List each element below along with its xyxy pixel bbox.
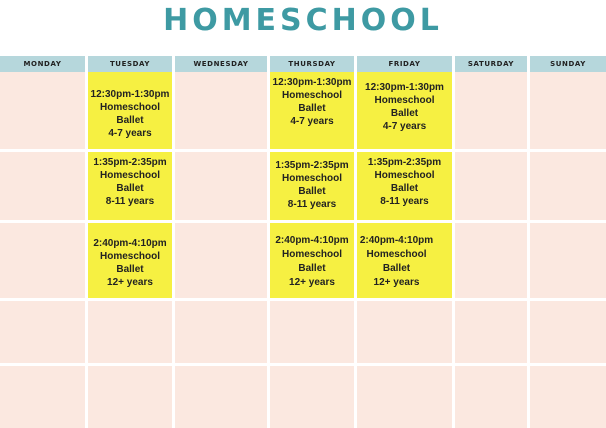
cell-tuesday-4 (88, 301, 172, 363)
class-style: Ballet (116, 264, 144, 275)
header-monday: MONDAY (0, 56, 85, 72)
class-time: 1:35pm-2:35pm (275, 160, 349, 171)
class-name: Homeschool (99, 170, 160, 181)
class-ages: 4-7 years (108, 128, 152, 139)
header-thursday: THURSDAY (270, 56, 354, 72)
page-title: HOMESCHOOL (163, 3, 443, 38)
class-style: Ballet (298, 186, 326, 197)
class-ages: 4-7 years (290, 116, 334, 127)
class-tuesday-3 (88, 223, 172, 298)
cell-wednesday-2 (175, 152, 267, 220)
cell-monday-5 (0, 366, 85, 428)
cell-wednesday-5 (175, 366, 267, 428)
class-ages: 4-7 years (382, 121, 427, 132)
header-tuesday: TUESDAY (88, 56, 172, 72)
class-style: Ballet (298, 103, 326, 114)
cell-monday-2 (0, 152, 85, 220)
class-style: Ballet (298, 263, 326, 274)
header-wednesday: WEDNESDAY (175, 56, 267, 72)
class-name: Homeschool (366, 249, 427, 260)
class-style: Ballet (116, 115, 144, 126)
cell-saturday-5 (455, 366, 527, 428)
class-tuesday-2 (88, 152, 172, 220)
cell-sunday-3 (530, 223, 606, 298)
cell-thursday-5 (270, 366, 354, 428)
class-ages: 12+ years (373, 277, 420, 288)
cell-saturday-2 (455, 152, 527, 220)
class-ages: 12+ years (107, 277, 153, 288)
cell-wednesday-3 (175, 223, 267, 298)
schedule-grid (0, 56, 606, 428)
cell-sunday-1 (530, 72, 606, 149)
class-name: Homeschool (99, 251, 160, 262)
class-tuesday-1 (88, 72, 172, 149)
cell-wednesday-1 (175, 72, 267, 149)
cell-tuesday-5 (88, 366, 172, 428)
class-thursday-3 (270, 223, 354, 298)
class-name: Homeschool (374, 170, 435, 181)
class-name: Homeschool (281, 249, 342, 260)
class-time: 1:35pm-2:35pm (93, 157, 167, 168)
cell-thursday-4 (270, 301, 354, 363)
cell-wednesday-4 (175, 301, 267, 363)
class-time: 12:30pm-1:30pm (272, 77, 352, 88)
cell-monday-3 (0, 223, 85, 298)
header-sunday: SUNDAY (530, 56, 606, 72)
cell-monday-4 (0, 301, 85, 363)
class-style: Ballet (390, 108, 419, 119)
cell-saturday-4 (455, 301, 527, 363)
cell-saturday-3 (455, 223, 527, 298)
header-saturday: SATURDAY (455, 56, 527, 72)
class-time: 12:30pm-1:30pm (90, 89, 170, 100)
class-name: Homeschool (374, 95, 435, 106)
class-name: Homeschool (281, 90, 342, 101)
cell-sunday-2 (530, 152, 606, 220)
class-ages: 12+ years (289, 277, 335, 288)
cell-friday-5 (357, 366, 452, 428)
header-friday: FRIDAY (357, 56, 452, 72)
class-style: Ballet (390, 183, 419, 194)
class-time: 2:40pm-4:10pm (93, 238, 167, 249)
class-name: Homeschool (281, 173, 342, 184)
class-friday-1 (357, 72, 452, 149)
class-ages: 8-11 years (287, 199, 337, 210)
cell-monday-1 (0, 72, 85, 149)
class-time: 12:30pm-1:30pm (365, 82, 444, 93)
class-thursday-2 (270, 152, 354, 220)
class-time: 1:35pm-2:35pm (367, 157, 442, 168)
class-name: Homeschool (99, 102, 160, 113)
class-ages: 8-11 years (380, 196, 429, 207)
cell-sunday-5 (530, 366, 606, 428)
class-friday-2 (357, 152, 452, 220)
class-friday-3 (357, 223, 452, 298)
cell-saturday-1 (455, 72, 527, 149)
class-time: 2:40pm-4:10pm (359, 235, 434, 246)
cell-sunday-4 (530, 301, 606, 363)
class-ages: 8-11 years (105, 196, 155, 207)
class-thursday-1 (270, 72, 354, 149)
class-style: Ballet (382, 263, 411, 274)
cell-friday-4 (357, 301, 452, 363)
class-time: 2:40pm-4:10pm (275, 235, 349, 246)
class-style: Ballet (116, 183, 144, 194)
